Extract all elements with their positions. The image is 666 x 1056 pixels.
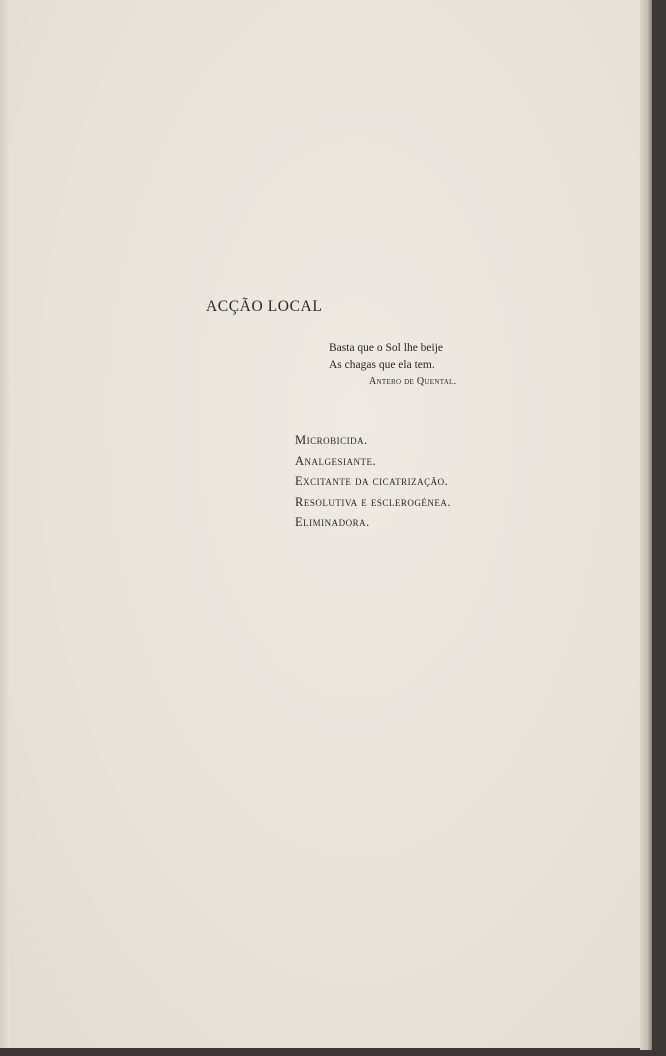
page-edge <box>640 0 652 1050</box>
chapter-title: ACÇÃO LOCAL <box>206 298 323 315</box>
action-list <box>295 430 451 533</box>
action-item: Analgesiante. <box>295 453 377 468</box>
action-item: Microbicida. <box>295 433 368 447</box>
action-item: Excitante da cicatrização. <box>295 474 449 488</box>
epigraph-line: As chagas que ela tem. <box>329 359 435 371</box>
page-gutter <box>0 0 10 1048</box>
epigraph-line: Basta que o Sol lhe beije <box>329 342 444 354</box>
action-item: Eliminadora. <box>295 515 370 529</box>
epigraph-attribution: Antero de Quental. <box>369 376 457 387</box>
epigraph <box>329 340 443 374</box>
action-item: Resolutiva e esclerogénea. <box>295 494 452 509</box>
